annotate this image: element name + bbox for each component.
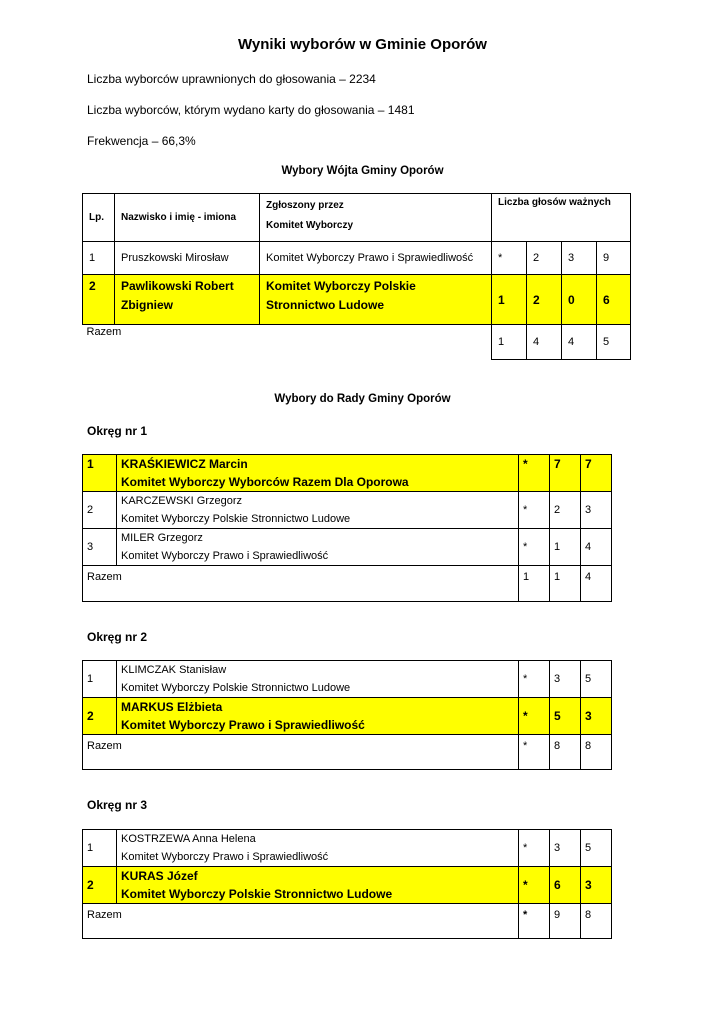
- total-digit: 8: [550, 735, 581, 770]
- row-digit: 2: [550, 492, 581, 529]
- row-digit: 5: [550, 698, 581, 735]
- total-digit: 4: [527, 325, 562, 360]
- row-digit: 5: [581, 830, 612, 867]
- table-row: [83, 529, 612, 566]
- page-title: Wyniki wyborów w Gminie Oporów: [238, 36, 487, 53]
- row-digit: 6: [550, 867, 581, 904]
- table-row: [83, 492, 612, 529]
- total-label: Razem: [83, 904, 519, 939]
- header-committee-line2: Komitet Wyborczy: [266, 220, 354, 231]
- row-digit: 4: [581, 529, 612, 566]
- header-committee-line1: Zgłoszony przez: [266, 200, 344, 211]
- row-committee: Komitet Wyborczy Prawo i Sprawiedliwość: [121, 718, 365, 732]
- row-digit: 7: [550, 455, 581, 492]
- district-1-label: Okręg nr 1: [87, 424, 148, 438]
- header-votes: Liczba głosów ważnych: [492, 194, 631, 242]
- total-digit: 1: [492, 325, 527, 360]
- row-committee: Komitet Wyborczy Prawo i Sprawiedliwość: [121, 550, 329, 562]
- row-committee: Komitet Wyborczy Polskie Stronnictwo Ludowe: [121, 887, 393, 901]
- row-name: MILER Grzegorz: [121, 532, 203, 544]
- table-row-highlighted: [83, 455, 612, 492]
- row-digit: 3: [581, 492, 612, 529]
- row-lp: 1: [83, 661, 117, 698]
- total-label: Razem: [86, 326, 122, 338]
- total-digit: *: [519, 735, 550, 770]
- row-digit: 1: [492, 275, 527, 325]
- row-name: KRAŚKIEWICZ Marcin: [121, 457, 248, 471]
- row-digit: 6: [597, 275, 631, 325]
- total-row: [83, 325, 631, 360]
- row-digit: *: [519, 661, 550, 698]
- row-digit: *: [519, 830, 550, 867]
- total-row: [83, 566, 612, 602]
- total-digit: 4: [581, 566, 612, 602]
- row-lp: 1: [83, 830, 117, 867]
- table-row-highlighted: [83, 698, 612, 735]
- row-name: KOSTRZEWA Anna Helena: [121, 833, 256, 845]
- row-committee: Komitet Wyborczy Prawo i Sprawiedliwość: [260, 242, 492, 275]
- eligible-voters-text: Liczba wyborców uprawnionych do głosowania – 2234: [87, 72, 376, 86]
- total-digit: 4: [562, 325, 597, 360]
- table-row-highlighted: [83, 867, 612, 904]
- row-lp: 3: [83, 529, 117, 566]
- row-committee: Komitet Wyborczy Prawo i Sprawiedliwość: [121, 851, 329, 863]
- total-label: Razem: [83, 735, 519, 770]
- header-name: Nazwisko i imię - imiona: [115, 194, 260, 242]
- row-committee: Komitet Wyborczy Polskie Stronnictwo Ludowe: [121, 513, 351, 525]
- row-digit: 3: [581, 867, 612, 904]
- header-lp: Lp.: [83, 194, 115, 242]
- table-header-row: [83, 194, 631, 242]
- row-committee: Komitet Wyborczy Polskie Stronnictwo Ludowe: [260, 275, 492, 325]
- district-2-label: Okręg nr 2: [87, 630, 148, 644]
- row-digit: *: [519, 698, 550, 735]
- row-digit: *: [492, 242, 527, 275]
- row-digit: 3: [581, 698, 612, 735]
- row-committee: Komitet Wyborczy Wyborców Razem Dla Oporowa: [121, 475, 409, 489]
- total-digit: 1: [519, 566, 550, 602]
- rada-heading: Wybory do Rady Gminy Oporów: [274, 393, 451, 405]
- row-lp: 1: [83, 455, 117, 492]
- row-name: Pawlikowski Robert Zbigniew: [115, 275, 260, 325]
- row-name: KARCZEWSKI Grzegorz: [121, 495, 243, 507]
- header-committee: [260, 194, 492, 242]
- total-digit: 8: [581, 904, 612, 939]
- district-1-table: [82, 454, 612, 602]
- row-lp: 2: [83, 698, 117, 735]
- row-name: KLIMCZAK Stanisław: [121, 664, 227, 676]
- wojt-results-table: [82, 193, 631, 360]
- row-digit: 9: [597, 242, 631, 275]
- row-digit: 7: [581, 455, 612, 492]
- row-digit: *: [519, 867, 550, 904]
- row-digit: *: [519, 455, 550, 492]
- row-digit: *: [519, 492, 550, 529]
- row-lp: 2: [83, 867, 117, 904]
- total-digit: 1: [550, 566, 581, 602]
- total-label: Razem: [83, 566, 519, 602]
- turnout-text: Frekwencja – 66,3%: [87, 134, 196, 148]
- total-row: [83, 735, 612, 770]
- row-digit: 2: [527, 242, 562, 275]
- row-digit: 1: [550, 529, 581, 566]
- row-digit: 5: [581, 661, 612, 698]
- row-digit: 3: [562, 242, 597, 275]
- district-3-label: Okręg nr 3: [87, 798, 148, 812]
- row-digit: 2: [527, 275, 562, 325]
- table-row-highlighted: [83, 275, 631, 325]
- row-digit: 3: [550, 661, 581, 698]
- row-name: KURAS Józef: [121, 869, 198, 883]
- total-digit: 5: [597, 325, 631, 360]
- district-2-table: [82, 660, 612, 770]
- row-digit: 3: [550, 830, 581, 867]
- total-digit: *: [519, 904, 550, 939]
- total-row: [83, 904, 612, 939]
- total-digit: 9: [550, 904, 581, 939]
- row-name: Pruszkowski Mirosław: [115, 242, 260, 275]
- row-lp: 1: [83, 242, 115, 275]
- row-name: MARKUS Elżbieta: [121, 700, 223, 714]
- wojt-heading: Wybory Wójta Gminy Oporów: [281, 165, 444, 177]
- row-lp: 2: [83, 275, 115, 325]
- row-lp: 2: [83, 492, 117, 529]
- ballots-issued-text: Liczba wyborców, którym wydano karty do głosowania – 1481: [87, 103, 415, 117]
- total-digit: 8: [581, 735, 612, 770]
- district-3-table: [82, 829, 612, 939]
- row-committee: Komitet Wyborczy Polskie Stronnictwo Ludowe: [121, 682, 351, 694]
- table-row: [83, 830, 612, 867]
- row-digit: 0: [562, 275, 597, 325]
- table-row: [83, 242, 631, 275]
- table-row: [83, 661, 612, 698]
- row-digit: *: [519, 529, 550, 566]
